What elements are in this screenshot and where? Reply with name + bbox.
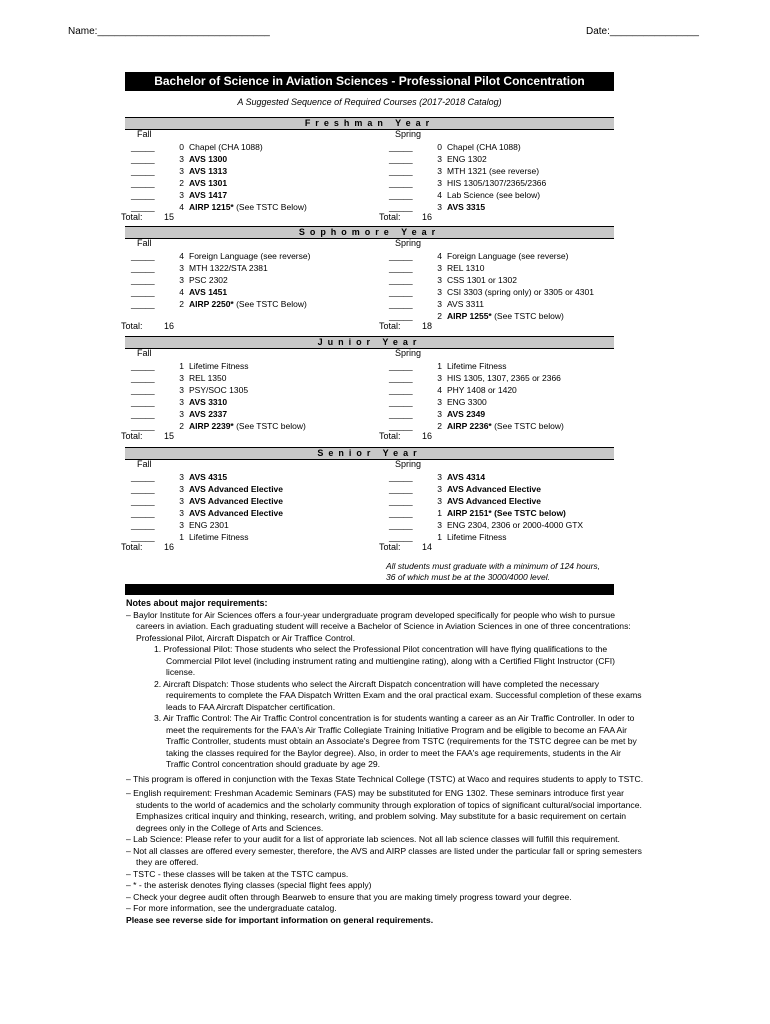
course-name bbox=[189, 286, 227, 298]
course-code-bold: AIRP 2151* (See TSTC below) bbox=[447, 508, 566, 518]
grade-blank[interactable]: _____ bbox=[389, 251, 413, 261]
course-name bbox=[447, 250, 568, 262]
course-code-bold: AVS 1417 bbox=[189, 190, 228, 200]
grade-blank[interactable]: _____ bbox=[131, 275, 155, 285]
course-credits: 3 bbox=[437, 166, 442, 176]
document-title: Bachelor of Science in Aviation Sciences - Professional Pilot Concentration bbox=[125, 72, 614, 91]
grade-blank[interactable]: _____ bbox=[389, 287, 413, 297]
grade-blank[interactable]: _____ bbox=[131, 373, 155, 383]
course-credits: 1 bbox=[437, 508, 442, 518]
course-title: Chapel (CHA 1088) bbox=[189, 142, 263, 152]
course-credits: 3 bbox=[437, 472, 442, 482]
course-credits: 3 bbox=[179, 484, 184, 494]
grade-blank[interactable]: _____ bbox=[131, 178, 155, 188]
grade-blank[interactable]: _____ bbox=[389, 166, 413, 176]
total-label: Total: bbox=[379, 542, 401, 552]
note-bullet: – This program is offered in conjunction with the Texas State Technical College (TSTC) at Waco and requires students to apply to TSTC. bbox=[126, 773, 644, 784]
course-credits: 4 bbox=[179, 251, 184, 261]
course-title: REL 1310 bbox=[447, 263, 485, 273]
spring-total bbox=[379, 431, 433, 441]
course-credits: 3 bbox=[179, 496, 184, 506]
course-credits: 3 bbox=[437, 520, 442, 530]
course-title: Lab Science (see below) bbox=[447, 190, 541, 200]
total-label: Total: bbox=[121, 321, 143, 331]
course-credits: 4 bbox=[437, 251, 442, 261]
course-name bbox=[189, 201, 307, 213]
grade-blank[interactable]: _____ bbox=[389, 373, 413, 383]
grade-blank[interactable]: _____ bbox=[389, 202, 413, 212]
course-name bbox=[189, 177, 227, 189]
course-title: HIS 1305, 1307, 2365 or 2366 bbox=[447, 373, 561, 383]
course-title: CSI 3303 (spring only) or 3305 or 4301 bbox=[447, 287, 594, 297]
total-credits: 18 bbox=[422, 321, 433, 331]
spring-semester-label: Spring bbox=[395, 459, 422, 469]
course-credits: 3 bbox=[437, 397, 442, 407]
note-bullet: – Not all classes are offered every semester, therefore, the AVS and AIRP classes are listed under the particular fall or spring semesters they are offered. bbox=[126, 845, 642, 867]
year-header: Freshman Year bbox=[125, 117, 614, 130]
spring-semester-label: Spring bbox=[395, 348, 422, 358]
course-name bbox=[447, 189, 540, 201]
notes-heading: Notes about major requirements: bbox=[126, 598, 268, 608]
graduation-note bbox=[386, 561, 616, 583]
course-title: CSS 1301 or 1302 bbox=[447, 275, 517, 285]
grade-blank[interactable]: _____ bbox=[389, 484, 413, 494]
total-credits: 15 bbox=[164, 431, 175, 441]
grade-blank[interactable]: _____ bbox=[131, 287, 155, 297]
course-title: Lifetime Fitness bbox=[189, 361, 249, 371]
course-name bbox=[447, 310, 564, 322]
course-name bbox=[447, 153, 487, 165]
section-divider bbox=[125, 584, 614, 595]
course-credits: 3 bbox=[437, 299, 442, 309]
course-credits: 3 bbox=[437, 373, 442, 383]
course-name bbox=[189, 250, 310, 262]
course-name bbox=[189, 531, 249, 543]
spring-total bbox=[379, 321, 433, 331]
course-credits: 2 bbox=[437, 311, 442, 321]
grade-blank[interactable]: _____ bbox=[389, 421, 413, 431]
total-credits: 15 bbox=[164, 212, 175, 222]
course-credits: 4 bbox=[437, 385, 442, 395]
grade-blank[interactable]: _____ bbox=[389, 532, 413, 542]
course-code-bold: AVS 1301 bbox=[189, 178, 228, 188]
course-credits: 3 bbox=[179, 385, 184, 395]
course-credits: 3 bbox=[437, 154, 442, 164]
grade-blank[interactable]: _____ bbox=[131, 397, 155, 407]
course-code-bold: AVS 1313 bbox=[189, 166, 228, 176]
grade-blank[interactable]: _____ bbox=[389, 154, 413, 164]
fall-semester-label: Fall bbox=[137, 238, 152, 248]
grade-blank[interactable]: _____ bbox=[131, 190, 155, 200]
course-name bbox=[447, 141, 521, 153]
grade-blank[interactable]: _____ bbox=[389, 361, 413, 371]
course-credits: 3 bbox=[179, 373, 184, 383]
course-credits: 2 bbox=[179, 178, 184, 188]
course-title: Lifetime Fitness bbox=[447, 361, 507, 371]
fall-total bbox=[121, 212, 175, 222]
course-credits: 3 bbox=[179, 190, 184, 200]
course-name bbox=[189, 165, 227, 177]
course-title: Foreign Language (see reverse) bbox=[447, 251, 569, 261]
notes-final-line: Please see reverse side for important information on general requirements. bbox=[126, 914, 434, 925]
graduation-note-line-1: All students must graduate with a minimum of 124 hours, bbox=[386, 561, 601, 571]
course-name bbox=[447, 384, 517, 396]
course-name bbox=[447, 177, 546, 189]
course-title: ENG 1302 bbox=[447, 154, 487, 164]
course-title: Lifetime Fitness bbox=[189, 532, 249, 542]
course-name bbox=[447, 360, 507, 372]
course-code-bold: AVS 2337 bbox=[189, 409, 228, 419]
course-credits: 0 bbox=[179, 142, 184, 152]
grade-blank[interactable]: _____ bbox=[131, 520, 155, 530]
course-credits: 4 bbox=[179, 202, 184, 212]
name-field-label: Name:_______________________________ bbox=[68, 26, 270, 37]
total-label: Total: bbox=[379, 321, 401, 331]
grade-blank[interactable]: _____ bbox=[389, 472, 413, 482]
course-credits: 1 bbox=[437, 532, 442, 542]
course-credits: 2 bbox=[437, 421, 442, 431]
course-credits: 3 bbox=[179, 520, 184, 530]
course-name bbox=[447, 531, 507, 543]
grade-blank[interactable]: _____ bbox=[389, 311, 413, 321]
course-code-bold: AIRP 2236* bbox=[447, 421, 492, 431]
course-name bbox=[189, 519, 229, 531]
course-credits: 3 bbox=[179, 508, 184, 518]
course-title: (See TSTC below) bbox=[233, 421, 306, 431]
course-credits: 3 bbox=[437, 275, 442, 285]
grade-blank[interactable]: _____ bbox=[389, 385, 413, 395]
course-name bbox=[189, 483, 283, 495]
note-bullet: – * - the asterisk denotes flying classes (special flight fees apply) bbox=[126, 880, 372, 890]
course-name bbox=[189, 372, 227, 384]
spring-semester-label: Spring bbox=[395, 129, 422, 139]
grade-blank[interactable]: _____ bbox=[131, 532, 155, 542]
grade-blank[interactable]: _____ bbox=[131, 361, 155, 371]
course-name bbox=[189, 262, 268, 274]
course-credits: 4 bbox=[437, 190, 442, 200]
grade-blank[interactable]: _____ bbox=[389, 496, 413, 506]
grade-blank[interactable]: _____ bbox=[389, 508, 413, 518]
course-name bbox=[447, 519, 583, 531]
grade-blank[interactable]: _____ bbox=[131, 421, 155, 431]
course-credits: 3 bbox=[179, 275, 184, 285]
concentration-item: 3. Air Traffic Control: The Air Traffic Control concentration is for students wanting a career as an Air Traffic Controller. In oder to meet the requirements for the FAA's Air Traffic Collegiate Training Initiative Program and be eligible to become an FAA Air Traffic Controller, students must obtain an Associate's Degree from TSTC (requirements for the TSTC degree can be met by taking the classes required for the Baylor degree). Also, in order to meet the FAA's age requirements, students in the Air Traffic Control concentration should graduate by age 29. bbox=[154, 713, 637, 769]
course-code-bold: AVS Advanced Elective bbox=[447, 496, 542, 506]
grade-blank[interactable]: _____ bbox=[131, 142, 155, 152]
grade-blank[interactable]: _____ bbox=[389, 190, 413, 200]
total-label: Total: bbox=[121, 542, 143, 552]
course-credits: 2 bbox=[179, 421, 184, 431]
grade-blank[interactable]: _____ bbox=[389, 142, 413, 152]
total-credits: 16 bbox=[164, 321, 175, 331]
course-title: MTH 1321 (see reverse) bbox=[447, 166, 540, 176]
course-title: (See TSTC Below) bbox=[233, 299, 307, 309]
course-credits: 3 bbox=[179, 472, 184, 482]
course-title: ENG 3300 bbox=[447, 397, 487, 407]
course-code-bold: AVS Advanced Elective bbox=[447, 484, 542, 494]
course-credits: 2 bbox=[179, 299, 184, 309]
course-code-bold: AVS 1300 bbox=[189, 154, 228, 164]
course-name bbox=[447, 262, 485, 274]
spring-total bbox=[379, 212, 433, 222]
spring-semester-label: Spring bbox=[395, 238, 422, 248]
concentration-item: 2. Aircraft Dispatch: Those students who select the Aircraft Dispatch concentration will have completed the necessary requirements to complete the FAA Dispatch Written Exam and the oral practical exam. Successful completion of these exams leads to FAA Aircraft Dispatcher certification. bbox=[154, 678, 642, 712]
course-credits: 3 bbox=[179, 166, 184, 176]
notes-intro: – Baylor Institute for Air Sciences offers a four-year undergraduate program developed specifically for people who wish to pursue careers in aviation. Each graduating student will receive a Bachelor of Science in Aviation Sciences in one of three concentrations: Professional Pilot, Aircraft Dispatch or Air Traffice Control. bbox=[126, 609, 631, 643]
course-code-bold: AVS 4314 bbox=[447, 472, 486, 482]
course-code-bold: AVS 3310 bbox=[189, 397, 228, 407]
course-name bbox=[447, 408, 485, 420]
grade-blank[interactable]: _____ bbox=[131, 385, 155, 395]
course-name bbox=[189, 189, 227, 201]
course-title: Lifetime Fitness bbox=[447, 532, 507, 542]
course-title: PSY/SOC 1305 bbox=[189, 385, 249, 395]
course-name bbox=[447, 274, 517, 286]
grade-blank[interactable]: _____ bbox=[131, 166, 155, 176]
total-credits: 16 bbox=[422, 212, 433, 222]
course-credits: 3 bbox=[437, 409, 442, 419]
concentration-item: 1. Professional Pilot: Those students who select the Professional Pilot concentration will have flying qualifications to the Commercial Pilot level (including instrument rating and multiengine rating), along with a Certified Flight Instructor (CFI) license. bbox=[154, 644, 615, 677]
course-title: ENG 2304, 2306 or 2000-4000 GTX bbox=[447, 520, 584, 530]
total-label: Total: bbox=[379, 431, 401, 441]
fall-total bbox=[121, 321, 175, 331]
course-credits: 3 bbox=[179, 397, 184, 407]
course-credits: 1 bbox=[179, 361, 184, 371]
course-name bbox=[189, 384, 248, 396]
course-title: MTH 1322/STA 2381 bbox=[189, 263, 268, 273]
course-name bbox=[189, 396, 227, 408]
year-header: Senior Year bbox=[125, 447, 614, 460]
course-name bbox=[447, 298, 484, 310]
total-credits: 14 bbox=[422, 542, 433, 552]
grade-blank[interactable]: _____ bbox=[131, 472, 155, 482]
course-credits: 4 bbox=[179, 287, 184, 297]
year-header: Sophomore Year bbox=[125, 226, 614, 239]
course-credits: 3 bbox=[437, 263, 442, 273]
year-header: Junior Year bbox=[125, 336, 614, 349]
total-label: Total: bbox=[379, 212, 401, 222]
course-name bbox=[189, 153, 227, 165]
course-credits: 3 bbox=[179, 154, 184, 164]
course-code-bold: AVS 2349 bbox=[447, 409, 486, 419]
grade-blank[interactable]: _____ bbox=[131, 154, 155, 164]
course-name bbox=[447, 201, 485, 213]
course-name bbox=[447, 372, 561, 384]
course-name bbox=[189, 360, 249, 372]
fall-semester-label: Fall bbox=[137, 459, 152, 469]
grade-blank[interactable]: _____ bbox=[389, 520, 413, 530]
course-title: HIS 1305/1307/2365/2366 bbox=[447, 178, 547, 188]
grade-blank[interactable]: _____ bbox=[389, 178, 413, 188]
course-title: (See TSTC below) bbox=[491, 421, 564, 431]
grade-blank[interactable]: _____ bbox=[131, 251, 155, 261]
course-name bbox=[189, 408, 227, 420]
course-code-bold: AVS Advanced Elective bbox=[189, 484, 284, 494]
course-credits: 1 bbox=[437, 361, 442, 371]
course-code-bold: AIRP 2250* bbox=[189, 299, 234, 309]
course-code-bold: AIRP 2239* bbox=[189, 421, 234, 431]
course-name bbox=[447, 165, 539, 177]
grade-blank[interactable]: _____ bbox=[389, 275, 413, 285]
course-name bbox=[447, 471, 485, 483]
course-name bbox=[189, 471, 227, 483]
course-credits: 1 bbox=[179, 532, 184, 542]
course-code-bold: AIRP 1215* bbox=[189, 202, 234, 212]
course-title: Chapel (CHA 1088) bbox=[447, 142, 521, 152]
course-credits: 3 bbox=[437, 496, 442, 506]
grade-blank[interactable]: _____ bbox=[131, 508, 155, 518]
total-credits: 16 bbox=[164, 542, 175, 552]
course-code-bold: AVS Advanced Elective bbox=[189, 508, 284, 518]
course-title: (See TSTC Below) bbox=[233, 202, 307, 212]
course-name bbox=[189, 274, 228, 286]
course-name bbox=[447, 420, 564, 432]
document-subtitle: A Suggested Sequence of Required Courses (2017-2018 Catalog) bbox=[237, 97, 502, 107]
grade-blank[interactable]: _____ bbox=[131, 484, 155, 494]
fall-total bbox=[121, 431, 175, 441]
course-code-bold: AVS 1451 bbox=[189, 287, 228, 297]
note-bullet: – TSTC - these classes will be taken at the TSTC campus. bbox=[126, 868, 349, 879]
course-title: (See TSTC below) bbox=[491, 311, 564, 321]
grade-blank[interactable]: _____ bbox=[389, 299, 413, 309]
note-bullet: – English requirement: Freshman Academic Seminars (FAS) may be substituted for ENG 1302. These seminars introduce first year students to the world of academics and the scholarly community through exploration of topics of significant cultural/social importance. Emphasizes critical inquiry and thinking, research, writing, and problem solving. May substitute for a basic requirement on certain degrees only in the College of Arts and Sciences. bbox=[126, 788, 642, 833]
grade-blank[interactable]: _____ bbox=[131, 263, 155, 273]
course-name bbox=[189, 507, 283, 519]
grade-blank[interactable]: _____ bbox=[131, 299, 155, 309]
course-title: ENG 2301 bbox=[189, 520, 229, 530]
course-code-bold: AIRP 1255* bbox=[447, 311, 492, 321]
course-name bbox=[447, 507, 566, 519]
course-name bbox=[189, 141, 263, 153]
total-label: Total: bbox=[121, 212, 143, 222]
course-name bbox=[447, 286, 594, 298]
date-field-label: Date:________________ bbox=[586, 26, 699, 37]
graduation-note-line-2: 36 of which must be at the 3000/4000 level. bbox=[386, 572, 550, 582]
course-code-bold: AVS 4315 bbox=[189, 472, 228, 482]
notes-section bbox=[126, 598, 646, 926]
course-credits: 3 bbox=[437, 202, 442, 212]
grade-blank[interactable]: _____ bbox=[131, 409, 155, 419]
spring-total bbox=[379, 542, 433, 552]
course-title: Foreign Language (see reverse) bbox=[189, 251, 311, 261]
course-title: REL 1350 bbox=[189, 373, 227, 383]
course-credits: 3 bbox=[179, 409, 184, 419]
course-code-bold: AVS 3315 bbox=[447, 202, 486, 212]
course-name bbox=[447, 396, 487, 408]
fall-semester-label: Fall bbox=[137, 129, 152, 139]
course-title: PHY 1408 or 1420 bbox=[447, 385, 517, 395]
course-name bbox=[189, 298, 307, 310]
course-title: PSC 2302 bbox=[189, 275, 228, 285]
fall-total bbox=[121, 542, 175, 552]
course-name bbox=[189, 420, 306, 432]
note-bullet: – Check your degree audit often through Bearweb to ensure that you are making timely progress toward your degree. bbox=[126, 891, 572, 902]
note-bullet: – Lab Science: Please refer to your audit for a list of approriate lab sciences. Not all lab science classes will fulfill this requirement. bbox=[126, 834, 620, 844]
course-name bbox=[447, 483, 541, 495]
course-credits: 0 bbox=[437, 142, 442, 152]
grade-blank[interactable]: _____ bbox=[131, 496, 155, 506]
grade-blank[interactable]: _____ bbox=[389, 263, 413, 273]
grade-blank[interactable]: _____ bbox=[389, 397, 413, 407]
course-name bbox=[447, 495, 541, 507]
course-credits: 3 bbox=[437, 484, 442, 494]
grade-blank[interactable]: _____ bbox=[131, 202, 155, 212]
total-credits: 16 bbox=[422, 431, 433, 441]
course-code-bold: AVS Advanced Elective bbox=[189, 496, 284, 506]
course-credits: 3 bbox=[437, 287, 442, 297]
course-title: AVS 3311 bbox=[447, 299, 485, 309]
fall-semester-label: Fall bbox=[137, 348, 152, 358]
course-name bbox=[189, 495, 283, 507]
note-bullet: – For more information, see the undergraduate catalog. bbox=[126, 903, 337, 913]
course-credits: 3 bbox=[179, 263, 184, 273]
grade-blank[interactable]: _____ bbox=[389, 409, 413, 419]
total-label: Total: bbox=[121, 431, 143, 441]
course-credits: 3 bbox=[437, 178, 442, 188]
